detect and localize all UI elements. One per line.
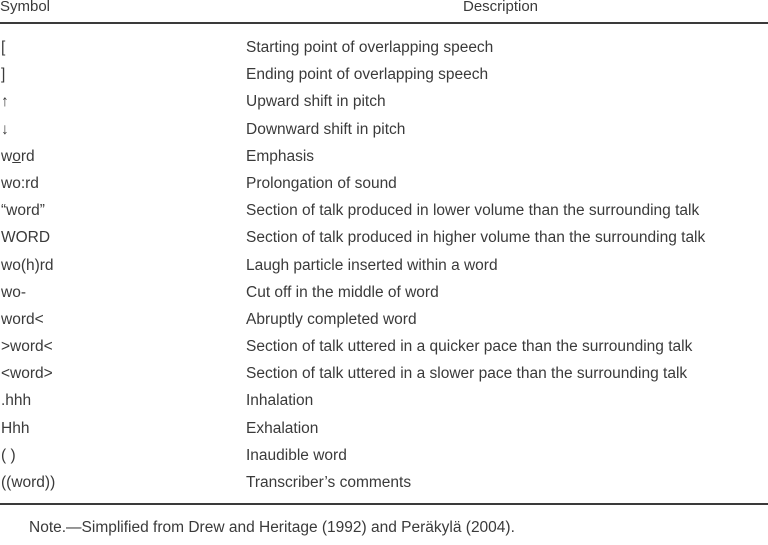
description-cell: Downward shift in pitch [246, 120, 406, 138]
table-row [0, 442, 768, 469]
description-cell: Exhalation [246, 419, 319, 437]
description-cell: Upward shift in pitch [246, 93, 386, 111]
table-row [0, 88, 768, 115]
table-row [0, 197, 768, 224]
table-header [0, 0, 768, 24]
description-cell: Abruptly completed word [246, 310, 417, 328]
symbol-cell: .hhh [1, 392, 32, 410]
table-row [0, 224, 768, 251]
symbol-cell: wo(h)rd [1, 256, 54, 274]
table-row [0, 61, 768, 88]
table-row [0, 387, 768, 414]
description-cell: Emphasis [246, 147, 315, 165]
symbol-cell: wo- [1, 283, 26, 301]
table-row [0, 34, 768, 61]
table-note: Note.—Simplified from Drew and Heritage (1992) and Peräkylä (2004). [29, 519, 515, 536]
table-row [0, 333, 768, 360]
symbol-cell: ( ) [1, 446, 16, 464]
description-cell: Starting point of overlapping speech [246, 39, 494, 56]
description-cell: Ending point of overlapping speech [246, 66, 489, 84]
symbol-part: w [1, 147, 13, 165]
description-cell: Transcriber’s comments [246, 474, 412, 491]
table-bottom-rule [0, 503, 768, 505]
symbol-cell: wo:rd [1, 174, 39, 192]
emphasized-letter: o [12, 147, 21, 165]
table-row [0, 116, 768, 143]
symbol-cell: “word” [1, 202, 45, 220]
symbol-cell: ↓ [1, 120, 9, 138]
table-row [0, 360, 768, 387]
description-cell: Prolongation of sound [246, 174, 397, 192]
description-cell: Section of talk uttered in a slower pace than the surrounding talk [246, 365, 688, 383]
symbol-part: rd [20, 147, 35, 165]
table-row [0, 469, 768, 496]
header-symbol: Symbol [0, 0, 51, 15]
table-body [0, 24, 768, 496]
symbol-cell: ↑ [1, 93, 9, 111]
description-cell: Section of talk produced in lower volume than the surrounding talk [246, 202, 700, 220]
description-cell: Section of talk uttered in a quicker pace than the surrounding talk [246, 338, 693, 356]
table-row [0, 279, 768, 306]
description-cell: Cut off in the middle of word [246, 283, 439, 301]
table-row [0, 143, 768, 170]
symbol-cell: <word> [1, 365, 53, 383]
symbol-cell: WORD [1, 229, 51, 247]
symbol-cell [1, 143, 35, 170]
symbol-cell: >word< [1, 338, 53, 356]
description-cell: Laugh particle inserted within a word [246, 256, 498, 274]
symbol-cell: ] [1, 66, 6, 84]
table-row [0, 170, 768, 197]
header-description: Description [463, 0, 539, 15]
table-row [0, 415, 768, 442]
table-row [0, 306, 768, 333]
description-cell: Inaudible word [246, 446, 347, 464]
symbol-cell: Hhh [1, 419, 30, 437]
description-cell: Inhalation [246, 392, 314, 410]
symbol-cell: ((word)) [1, 474, 56, 491]
symbol-cell: word< [1, 310, 44, 328]
symbol-cell: [ [1, 39, 6, 56]
description-cell: Section of talk produced in higher volume than the surrounding talk [246, 229, 706, 247]
table-row [0, 252, 768, 279]
